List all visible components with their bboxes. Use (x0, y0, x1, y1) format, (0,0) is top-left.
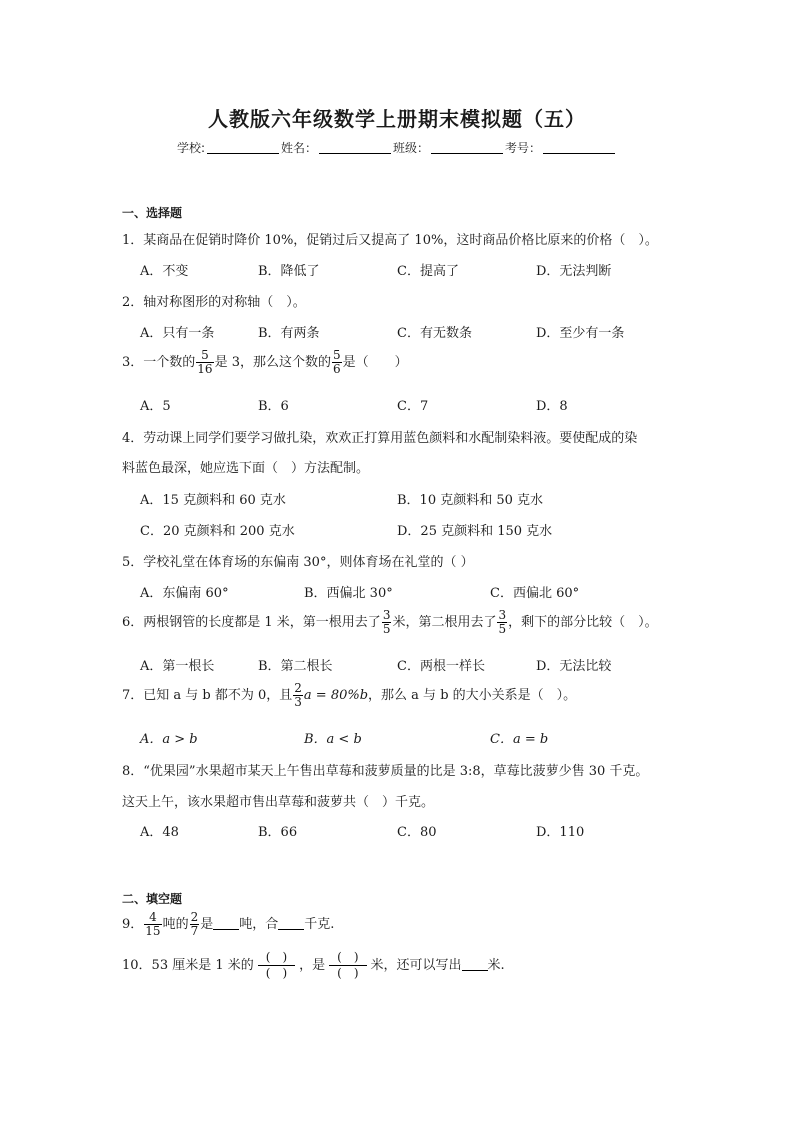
q4-option-b: B．10 克颜料和 50 克水 (397, 493, 544, 508)
question-4-line-2: 料蓝色最深，她应选下面（ ）方法配制。 (122, 461, 370, 476)
q6-f1-denominator: 5 (382, 622, 391, 636)
q10-mid-2: 米，还可以写出 (370, 958, 462, 973)
question-8-line-2: 这天上午，该水果超市售出草莓和菠萝共（ ）千克。 (122, 795, 435, 810)
q8-option-d: D．110 (536, 825, 585, 840)
question-1-text: 1．某商品在促销时降价 10%，促销过后又提高了 10%，这时商品价格比原来的价格（ ）。 (122, 233, 658, 248)
q3-fraction-2 (332, 349, 342, 376)
q1-option-a: A．不变 (140, 264, 189, 279)
q6-post: ，剩下的部分比较（ ）。 (508, 615, 658, 630)
class-blank[interactable] (431, 141, 503, 154)
exam-no-blank[interactable] (543, 141, 615, 154)
q6-f2-numerator: 3 (498, 608, 507, 622)
q9-f1-denominator: 15 (145, 924, 161, 938)
q5-option-a: A．东偏南 60° (140, 586, 229, 601)
question-10-text (122, 950, 505, 981)
q6-option-d: D．无法比较 (536, 659, 612, 674)
q1-option-c: C．提高了 (397, 264, 459, 279)
question-3-text (122, 349, 408, 376)
q7-option-b: B．a < b (304, 732, 362, 747)
q10-blank[interactable] (462, 958, 488, 971)
question-7-text (122, 682, 576, 709)
q8-option-b: B．66 (258, 825, 298, 840)
q2-option-a: A．只有一条 (140, 326, 215, 341)
q3-f2-denominator: 6 (332, 362, 341, 376)
section-heading-choice: 一、选择题 (122, 206, 183, 220)
q3-f2-numerator: 5 (332, 348, 341, 362)
q9-mid-1: 吨的 (162, 917, 189, 932)
q10-pre: 10．53 厘米是 1 米的 (122, 958, 254, 973)
question-2-text: 2．轴对称图形的对称轴（ ）。 (122, 295, 306, 310)
q10-f1-denominator: ( ) (265, 966, 288, 980)
q7-f-denominator: 3 (294, 695, 302, 709)
q9-pre: 9． (122, 917, 144, 932)
q6-option-b: B．第二根长 (258, 659, 333, 674)
question-8-line-1: 8．“优果园”水果超市某天上午售出草莓和菠萝质量的比是 3:8，草莓比菠萝少售 30 千克。 (122, 764, 649, 779)
q9-blank-2[interactable] (278, 917, 304, 930)
q3-post: 是（ ） (342, 355, 408, 370)
q6-mid: 米，第二根用去了 (392, 615, 497, 630)
q3-fraction-1 (196, 349, 213, 376)
question-4-line-1: 4．劳动课上同学们要学习做扎染，欢欢正打算用蓝色颜料和水配制染料液。要使配成的染 (122, 431, 638, 446)
q7-fraction (293, 682, 303, 709)
q4-option-a: A．15 克颜料和 60 克水 (140, 493, 286, 508)
student-info-line (0, 139, 794, 156)
q9-post: 千克. (304, 917, 335, 932)
q9-f2-numerator: 2 (190, 910, 199, 924)
q3-pre: 3．一个数的 (122, 355, 196, 370)
q6-f1-numerator: 3 (382, 608, 391, 622)
q3-option-a: A．5 (140, 399, 171, 414)
q10-f1-numerator: ( ) (258, 950, 295, 966)
q3-mid: 是 3，那么这个数的 (214, 355, 331, 370)
name-blank[interactable] (319, 141, 391, 154)
q9-f2-denominator: 7 (190, 924, 199, 938)
q7-option-a: A．a > b (140, 732, 198, 747)
q6-option-a: A．第一根长 (140, 659, 215, 674)
q1-option-b: B．降低了 (258, 264, 320, 279)
q5-option-c: C．西偏北 60° (490, 586, 580, 601)
q5-option-b: B．西偏北 30° (304, 586, 393, 601)
q10-f2-denominator: ( ) (337, 966, 359, 980)
school-label: 学校: (176, 141, 205, 155)
q10-post: 米. (487, 958, 505, 973)
q9-f1-numerator: 4 (144, 911, 161, 925)
q8-option-c: C．80 (397, 825, 437, 840)
q7-f-numerator: 2 (294, 681, 302, 695)
q9-mid-2: 是 (200, 917, 214, 932)
class-label: 班级： (393, 141, 430, 155)
q9-mid-3: 吨，合 (239, 917, 279, 932)
q3-option-d: D．8 (536, 399, 568, 414)
q7-pre: 7．已知 a 与 b 都不为 0，且 (122, 688, 293, 703)
question-5-text: 5．学校礼堂在体育场的东偏南 30°，则体育场在礼堂的（ ） (122, 555, 474, 570)
q7-expression: a = 80%b (303, 688, 369, 703)
q4-option-c: C．20 克颜料和 200 克水 (140, 524, 295, 539)
school-blank[interactable] (207, 141, 279, 154)
q2-option-d: D．至少有一条 (536, 326, 625, 341)
q6-pre: 6．两根钢管的长度都是 1 米，第一根用去了 (122, 615, 381, 630)
q6-f2-denominator: 5 (498, 622, 507, 636)
question-6-text (122, 609, 658, 636)
q10-mid: ，是 (299, 958, 326, 973)
q6-option-c: C．两根一样长 (397, 659, 485, 674)
q9-fraction-1 (144, 911, 161, 938)
q10-fraction-1 (258, 950, 295, 981)
exam-no-label: 考号： (505, 141, 542, 155)
section-heading-fill: 二、填空题 (122, 892, 183, 906)
q8-option-a: A．48 (140, 825, 179, 840)
q1-option-d: D．无法判断 (536, 264, 612, 279)
q3-option-b: B．6 (258, 399, 289, 414)
q7-post: ，那么 a 与 b 的大小关系是（ ）。 (368, 688, 577, 703)
q3-f1-numerator: 5 (196, 349, 213, 363)
page-title: 人教版六年级数学上册期末模拟题（五） (208, 107, 586, 131)
q6-fraction-1 (382, 609, 392, 636)
q3-f1-denominator: 16 (197, 362, 213, 376)
q10-f2-numerator: ( ) (329, 950, 366, 966)
q6-fraction-2 (497, 609, 507, 636)
q3-option-c: C．7 (397, 399, 429, 414)
name-label: 姓名： (281, 141, 318, 155)
question-9-text (122, 911, 334, 938)
q7-option-c: C．a = b (490, 732, 549, 747)
q10-fraction-2 (329, 950, 366, 981)
q9-blank-1[interactable] (213, 917, 239, 930)
q2-option-c: C．有无数条 (397, 326, 472, 341)
q4-option-d: D．25 克颜料和 150 克水 (397, 524, 553, 539)
q2-option-b: B．有两条 (258, 326, 320, 341)
q9-fraction-2 (190, 911, 200, 938)
